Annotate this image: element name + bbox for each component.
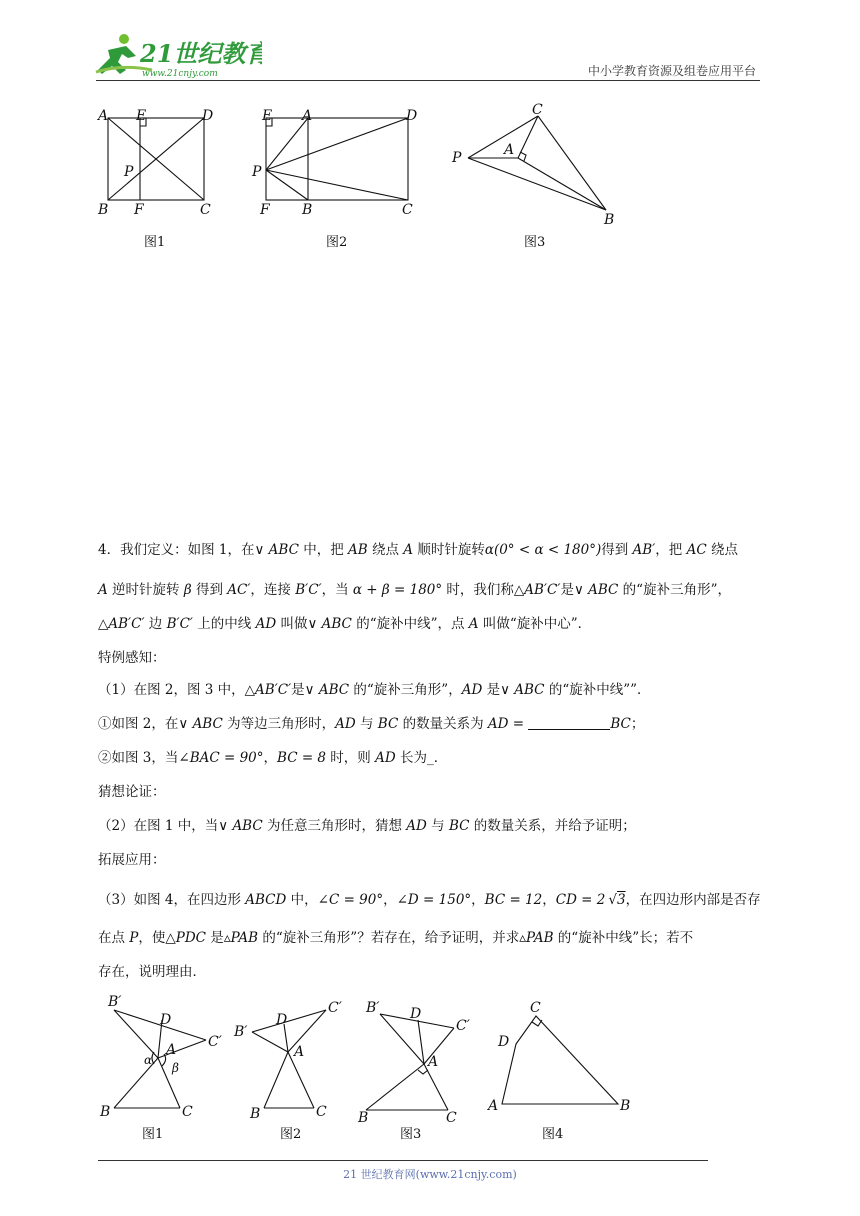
label-A: A <box>302 108 313 124</box>
question-3-line-1: （3）如图 4，在四边形 ABCD 中，∠C = 90°，∠D = 150°，BC = 12，CD = 2 √3，在四边形内部是否存 <box>98 892 761 908</box>
page-header <box>0 0 860 90</box>
label-D: D <box>160 1012 172 1028</box>
label-C: C <box>532 102 543 118</box>
bottom-fig4-caption: 图4 <box>542 1127 564 1142</box>
label-B: B <box>620 1098 631 1114</box>
top-fig3-drawing <box>468 116 606 210</box>
label-P: P <box>252 164 262 180</box>
label-F: F <box>260 202 270 218</box>
section-extension: 拓展应用： <box>98 852 166 868</box>
bottom-fig4-labels <box>486 1000 630 1114</box>
bottom-fig3-labels <box>357 1000 471 1126</box>
label-D: D <box>202 108 214 124</box>
label-E: E <box>262 108 273 124</box>
label-C: C <box>316 1104 327 1120</box>
question-1-part-2: ②如图 3，当∠BAC = 90°，BC = 8 时，则 AD 长为_． <box>98 750 448 766</box>
label-C: C <box>402 202 413 218</box>
label-A: A <box>504 142 515 158</box>
footer-text: 21 世纪教育网(www.21cnjy.com) <box>343 1168 517 1181</box>
top-fig2-caption: 图2 <box>326 235 348 250</box>
logo-text: 21世纪教育 <box>140 39 262 68</box>
question-2: （2）在图 1 中，当∨ ABC 为任意三角形时，猜想 AD 与 BC 的数量关系，并给予证明； <box>98 818 636 834</box>
problem-line-1: 4．我们定义：如图 1，在∨ ABC 中，把 AB 绕点 A 顺时针旋转α(0° < α < 180°)得到 AB′，把 AC 绕点 <box>98 542 738 558</box>
bottom-fig3-caption: 图3 <box>400 1127 422 1142</box>
label-beta: β <box>172 1061 179 1075</box>
label-Cp: C′ <box>456 1018 470 1034</box>
logo-url: www.21cnjy.com <box>142 69 218 79</box>
label-B: B <box>358 1110 369 1126</box>
question-1-part-1: ①如图 2，在∨ ABC 为等边三角形时，AD 与 BC 的数量关系为 AD = BC； <box>98 716 645 732</box>
top-fig3-caption: 图3 <box>524 235 546 250</box>
label-Bp: B′ <box>108 994 122 1010</box>
top-figures <box>90 100 770 260</box>
top-fig3-labels <box>451 102 614 228</box>
bottom-fig4-drawing <box>502 1016 618 1104</box>
section-special-cases: 特例感知： <box>98 650 166 666</box>
label-C: C <box>200 202 211 218</box>
label-F: F <box>134 202 144 218</box>
top-fig2-drawing <box>266 118 408 200</box>
bottom-fig2-drawing <box>252 1010 326 1108</box>
label-A: A <box>294 1044 305 1060</box>
label-P: P <box>452 150 462 166</box>
logo-graphic <box>92 30 262 82</box>
problem-line-3: △AB′C′ 边 B′C′ 上的中线 AD 叫做∨ ABC 的“旋补中线”，点 A 叫做“旋补中心”． <box>98 616 592 632</box>
logo <box>92 30 262 82</box>
label-C: C <box>530 1000 541 1016</box>
label-B: B <box>302 202 313 218</box>
bottom-fig2-labels <box>233 1000 343 1122</box>
top-fig2-labels <box>251 108 417 218</box>
label-Cp: C′ <box>328 1000 342 1016</box>
question-1: （1）在图 2，图 3 中，△AB′C′是∨ ABC 的“旋补三角形”，AD 是∨ ABC 的“旋补中线””． <box>98 682 651 698</box>
question-3-line-3: 存在，说明理由． <box>98 964 206 980</box>
header-platform-text: 中小学教育资源及组卷应用平台 <box>587 64 756 78</box>
label-D: D <box>410 1006 422 1022</box>
label-D: D <box>406 108 418 124</box>
label-B: B <box>98 202 109 218</box>
label-Bp: B′ <box>366 1000 380 1016</box>
label-P: P <box>124 164 134 180</box>
label-Cp: C′ <box>208 1034 222 1050</box>
bottom-figures <box>92 990 672 1150</box>
label-B: B <box>604 212 615 228</box>
label-A: A <box>98 108 109 124</box>
label-A: A <box>166 1042 177 1058</box>
label-C: C <box>182 1104 193 1120</box>
label-alpha: α <box>144 1053 153 1067</box>
top-fig1-caption: 图1 <box>144 235 166 250</box>
label-E: E <box>136 108 147 124</box>
label-C: C <box>446 1110 457 1126</box>
label-B: B <box>250 1106 261 1122</box>
question-3-line-2: 在点 P，使△PDC 是▵PAB 的“旋补三角形”？若存在，给予证明，并求▵PAB 的“旋补中线”长；若不 <box>98 930 694 946</box>
bottom-fig2-caption: 图2 <box>280 1127 302 1142</box>
label-A: A <box>488 1098 499 1114</box>
footer-divider <box>98 1160 708 1161</box>
label-B: B <box>100 1104 111 1120</box>
answer-blank[interactable] <box>528 715 610 730</box>
label-A: A <box>428 1054 439 1070</box>
top-fig1-drawing <box>108 118 204 200</box>
label-D: D <box>276 1012 288 1028</box>
bottom-fig1-caption: 图1 <box>142 1127 164 1142</box>
label-Bp: B′ <box>234 1024 248 1040</box>
bottom-fig3-drawing <box>366 1014 454 1110</box>
label-D: D <box>498 1034 510 1050</box>
problem-line-2: A 逆时针旋转 β 得到 AC′，连接 B′C′，当 α + β = 180° 时，我们称△AB′C′是∨ ABC 的“旋补三角形”， <box>98 582 731 598</box>
header-divider <box>96 80 760 81</box>
section-conjecture: 猜想论证： <box>98 784 166 800</box>
